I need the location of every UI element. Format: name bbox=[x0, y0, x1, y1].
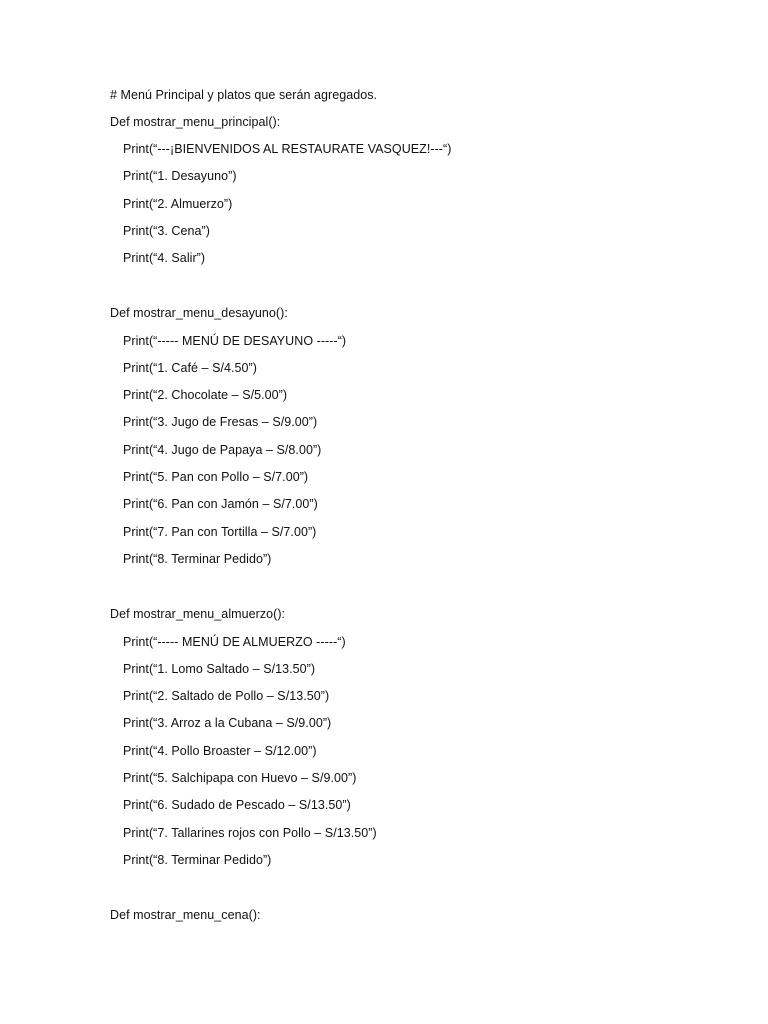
code-comment-line: # Menú Principal y platos que serán agregados. bbox=[110, 88, 378, 102]
code-line: Print(“5. Pan con Pollo – S/7.00”) bbox=[123, 470, 309, 484]
code-line: Print(“2. Chocolate – S/5.00”) bbox=[123, 388, 288, 402]
code-line: Print(“----- MENÚ DE DESAYUNO -----“) bbox=[123, 334, 347, 348]
function-def-desayuno: Def mostrar_menu_desayuno(): bbox=[110, 306, 288, 320]
code-line: Print(“3. Arroz a la Cubana – S/9.00”) bbox=[123, 716, 332, 730]
code-line: Print(“4. Jugo de Papaya – S/8.00”) bbox=[123, 443, 322, 457]
code-line: Print(“6. Pan con Jamón – S/7.00”) bbox=[123, 497, 318, 511]
function-def-principal: Def mostrar_menu_principal(): bbox=[110, 115, 281, 129]
code-line: Print(“5. Salchipapa con Huevo – S/9.00”) bbox=[123, 771, 357, 785]
code-line: Print(“1. Desayuno”) bbox=[123, 169, 237, 183]
code-line: Print(“4. Pollo Broaster – S/12.00”) bbox=[123, 744, 317, 758]
code-line: Print(“4. Salir”) bbox=[123, 251, 206, 265]
code-line: Print(“7. Tallarines rojos con Pollo – S/13.50”) bbox=[123, 826, 377, 840]
code-line: Print(“8. Terminar Pedido”) bbox=[123, 853, 272, 867]
function-def-cena: Def mostrar_menu_cena(): bbox=[110, 908, 261, 922]
code-line: Print(“2. Saltado de Pollo – S/13.50”) bbox=[123, 689, 330, 703]
code-line: Print(“1. Lomo Saltado – S/13.50”) bbox=[123, 662, 316, 676]
code-line: Print(“2. Almuerzo”) bbox=[123, 197, 233, 211]
code-line: Print(“3. Jugo de Fresas – S/9.00”) bbox=[123, 415, 318, 429]
code-line: Print(“7. Pan con Tortilla – S/7.00”) bbox=[123, 525, 317, 539]
code-line: Print(“1. Café – S/4.50”) bbox=[123, 361, 257, 375]
code-line: Print(“----- MENÚ DE ALMUERZO -----“) bbox=[123, 635, 346, 649]
code-line: Print(“8. Terminar Pedido”) bbox=[123, 552, 272, 566]
function-def-almuerzo: Def mostrar_menu_almuerzo(): bbox=[110, 607, 286, 621]
code-line: Print(“6. Sudado de Pescado – S/13.50”) bbox=[123, 798, 351, 812]
code-line: Print(“3. Cena”) bbox=[123, 224, 210, 238]
code-line: Print(“---¡BIENVENIDOS AL RESTAURATE VASQUEZ!---“) bbox=[123, 142, 452, 156]
